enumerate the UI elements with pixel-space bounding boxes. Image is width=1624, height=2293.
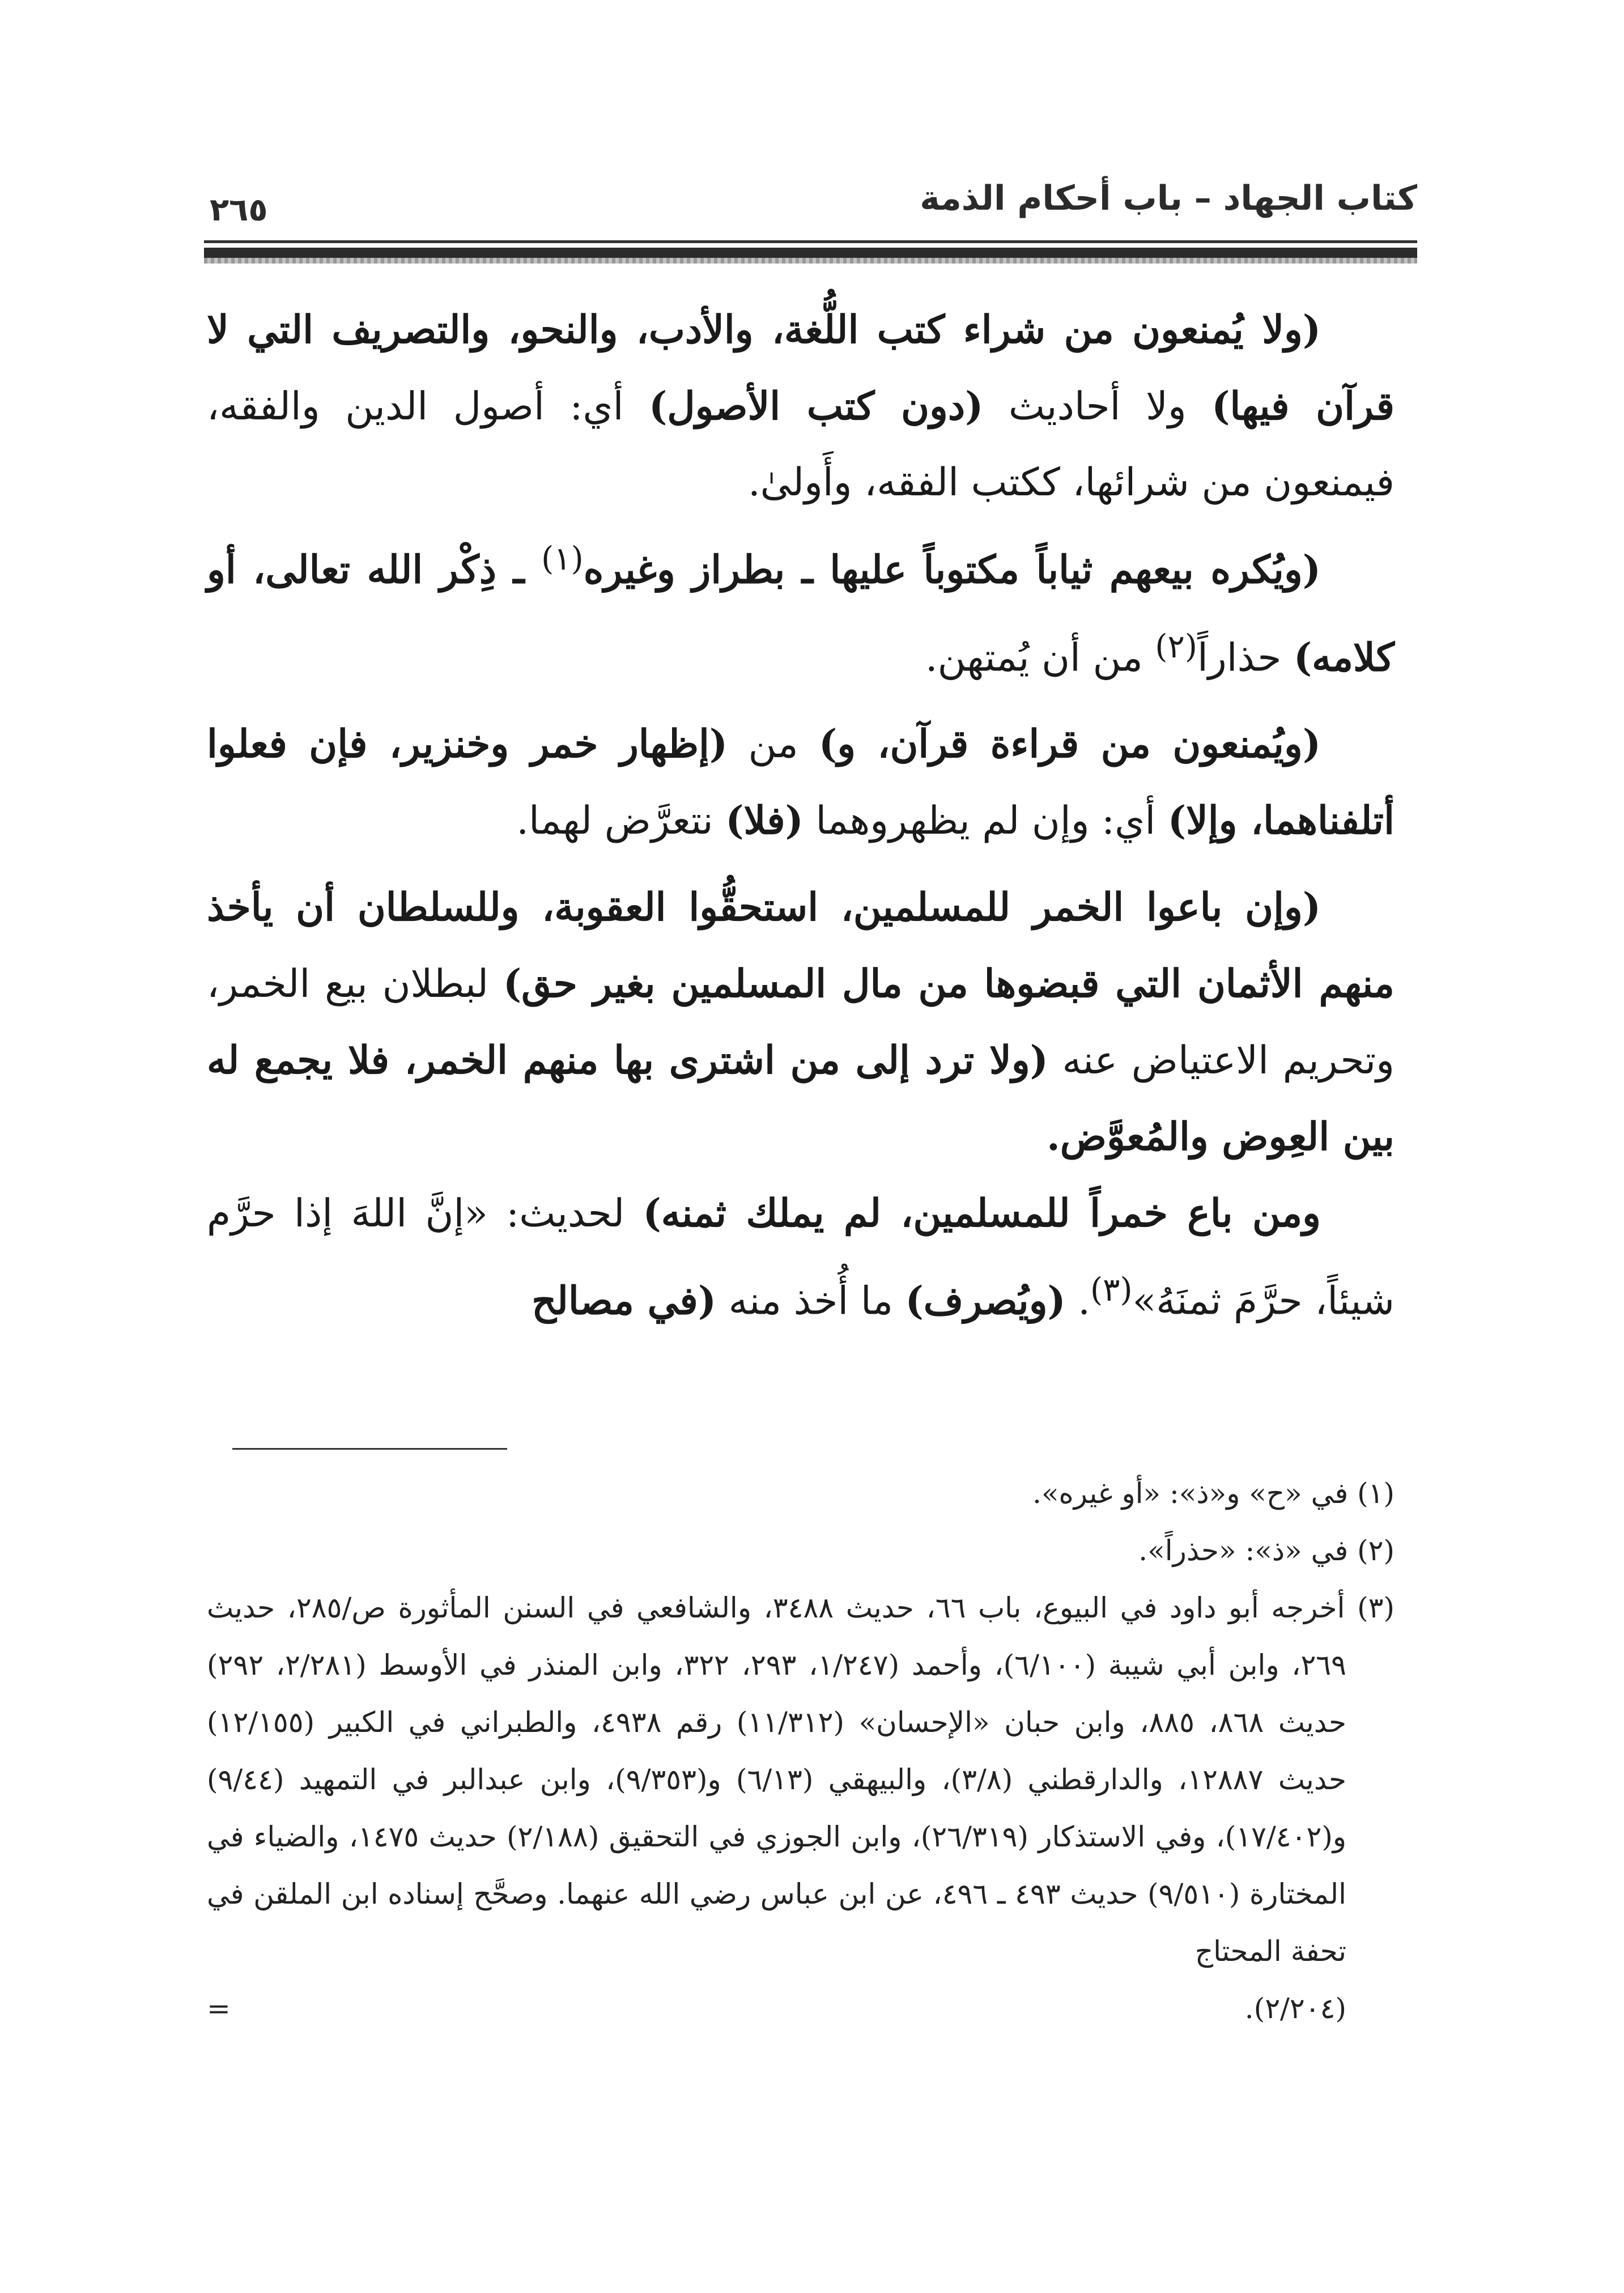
header-rule-shade	[204, 258, 1417, 264]
footnote-2: (٢) في «ذ»: «حذراً».	[1138, 1534, 1395, 1567]
footnote-1: (١) في «ح» و«ذ»: «أو غيره».	[1032, 1477, 1395, 1510]
sharh-text: من أن يُمتهن.	[925, 635, 1155, 681]
sharh-text: لبطلان بيع الخمر، وتحريم الاعتياض عنه	[207, 962, 1395, 1084]
main-text	[207, 292, 1395, 1340]
footnote-3-tail	[207, 1980, 1395, 2037]
footnote-ref-3[interactable]: (٣)	[1090, 1271, 1133, 1309]
matn-text: (ويُكره بيعهم ثياباً مكتوباً عليها ـ بطراز وغيره	[583, 547, 1321, 593]
paragraph-2	[207, 521, 1395, 696]
matn-text: (ويُمنعون من قراءة قرآن، و)	[819, 721, 1321, 767]
matn-text: (فلا)	[725, 798, 804, 844]
sharh-text: أي: وإن لم يظهروهما	[803, 799, 1168, 844]
continuation-mark: =	[207, 1992, 231, 2025]
sharh-text: ما أُخذ منه	[716, 1279, 905, 1324]
matn-text: ـ ذِكْر الله تعالى، أو كلامه)	[207, 547, 1395, 681]
page-header	[204, 170, 1417, 238]
matn-text: (ولا يُمنعون من شراء كتب اللُّغة، والأدب، والنحو، والتصريف التي لا قرآن فيها)	[207, 307, 1395, 429]
footnote-3-end: (٢/٢٠٤).	[1244, 1992, 1346, 2025]
footnote-ref-1[interactable]: (١)	[541, 540, 584, 578]
sharh-text: .	[1065, 1279, 1090, 1324]
matn-text: ومن باع خمراً للمسلمين، لم يملك ثمنه)	[643, 1191, 1321, 1237]
paragraph-3	[207, 706, 1395, 859]
sharh-text: حذاراً	[1197, 635, 1294, 681]
sharh-text: لحديث: «إنَّ اللهَ إذا حرَّم شيئاً، حرَّمَ ثمنَهُ»	[207, 1191, 1395, 1324]
paragraph-1	[207, 292, 1395, 521]
header-rule-thin	[204, 240, 1417, 243]
sharh-text: نتعرَّض لهما.	[516, 799, 726, 844]
paragraph-5	[207, 1175, 1395, 1340]
header-rule-thick	[204, 248, 1417, 258]
footnotes	[207, 1465, 1395, 2037]
matn-text: (في مصالح	[532, 1278, 716, 1324]
footnote-ref-2[interactable]: (٢)	[1155, 627, 1198, 665]
paragraph-4	[207, 869, 1395, 1175]
sharh-text: أي: أصول الدين والفقه، فيمنعون من شرائها، ككتب الفقه، وأَولىٰ.	[207, 384, 1395, 505]
running-title: كتاب الجهاد – باب أحكام الذمة	[920, 179, 1417, 218]
footnote-separator	[232, 1448, 507, 1450]
matn-text: (وإن باعوا الخمر للمسلمين، استحقُّوا العقوبة، وللسلطان أن يأخذ منهم الأثمان التي قبضوها من مال المسلمين بغير حق)	[207, 885, 1395, 1007]
matn-text: (ويُصرف)	[905, 1278, 1066, 1324]
page-number: ٢٦٥	[210, 192, 268, 228]
matn-text: (ولا ترد إلى من اشترى بها منهم الخمر، فلا يجمع له بين العِوض والمُعوَّض.	[207, 1038, 1395, 1160]
matn-text: (دون كتب الأصول)	[649, 384, 984, 429]
sharh-text: ولا أحاديث	[983, 384, 1212, 429]
matn-text: (إظهار خمر وخنزير، فإن فعلوا أتلفناهما، وإلا)	[207, 721, 1395, 844]
footnote-3: (٣) أخرجه أبو داود في البيوع، باب ٦٦، حديث ٣٤٨٨، والشافعي في السنن المأثورة ص/٢٨٥، حديث ٢٦٩، وابن أبي شيبة (٦/١٠٠)، وأحمد (١/٢٤٧، ٢٩٣، ٣٢٢، وابن المنذر في الأوسط (٢/٢٨١، ٢٩٢) حديث ٨٦٨، ٨٨٥، وابن حبان «الإحسان» (١١/٣١٢) رقم ٤٩٣٨، والطبراني في الكبير (١٢/١٥٥) حديث ١٢٨٨٧، والدارقطني (٣/٨)، والبيهقي (٦/١٣) و(٩/٣٥٣)، وابن عبدالبر في التمهيد (٩/٤٤) و(١٧/٤٠٢)، وفي الاستذكار (٢٦/٣١٩)، وابن الجوزي في التحقيق (٢/١٨٨) حديث ١٤٧٥، والضياء في المختارة (٩/٥١٠) حديث ٤٩٣ ـ ٤٩٦، عن ابن عباس رضي الله عنهما. وصحَّح إسناده ابن الملقن في تحفة المحتاج	[207, 1591, 1395, 1968]
sharh-text: من	[728, 722, 819, 767]
